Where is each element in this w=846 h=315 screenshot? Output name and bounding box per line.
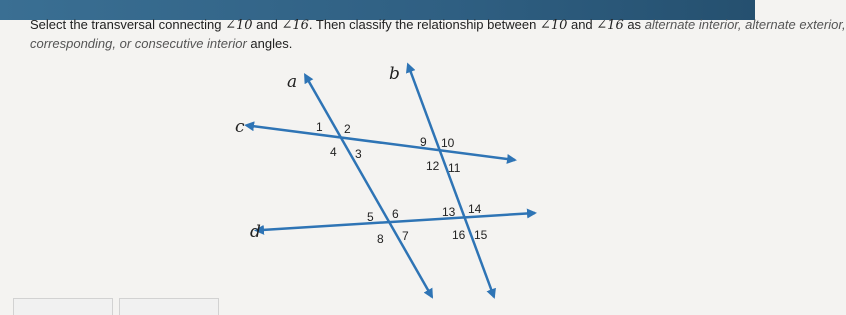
prompt-line-2: corresponding, or consecutive interior angles.	[30, 36, 293, 51]
angle-16-label: 16	[452, 228, 466, 242]
angle-5-label: 5	[367, 210, 374, 224]
angle-3-label: 3	[355, 147, 362, 161]
line-b[interactable]	[410, 70, 494, 297]
angle-4-label: 4	[330, 145, 337, 159]
prompt-line-1: Select the transversal connecting ∠10 and ∠16. Then classify the relationship between ∠10 and ∠16 as alternate interior, alternate exterior,	[30, 17, 846, 33]
line-a[interactable]	[308, 80, 432, 297]
angle-12-label: 12	[426, 159, 440, 173]
angle-9-label: 9	[420, 135, 427, 149]
angle-7-label: 7	[402, 229, 409, 243]
line-label-c: c	[235, 117, 245, 137]
angle-14-label: 14	[468, 202, 482, 216]
line-c[interactable]	[252, 126, 515, 160]
angle-10-label: 10	[441, 136, 455, 150]
angle-13-label: 13	[442, 205, 456, 219]
line-label-b: b	[389, 64, 400, 84]
answer-tab-1[interactable]	[13, 298, 113, 315]
angle-6-label: 6	[392, 207, 399, 221]
angle-15-label: 15	[474, 228, 488, 242]
line-label-d: d	[250, 222, 261, 242]
answer-tab-2[interactable]	[119, 298, 219, 315]
angle-8-label: 8	[377, 232, 384, 246]
angle-2-label: 2	[344, 122, 351, 136]
line-label-a: a	[287, 72, 298, 92]
angle-1-label: 1	[316, 120, 323, 134]
angle-11-label: 11	[448, 161, 461, 175]
